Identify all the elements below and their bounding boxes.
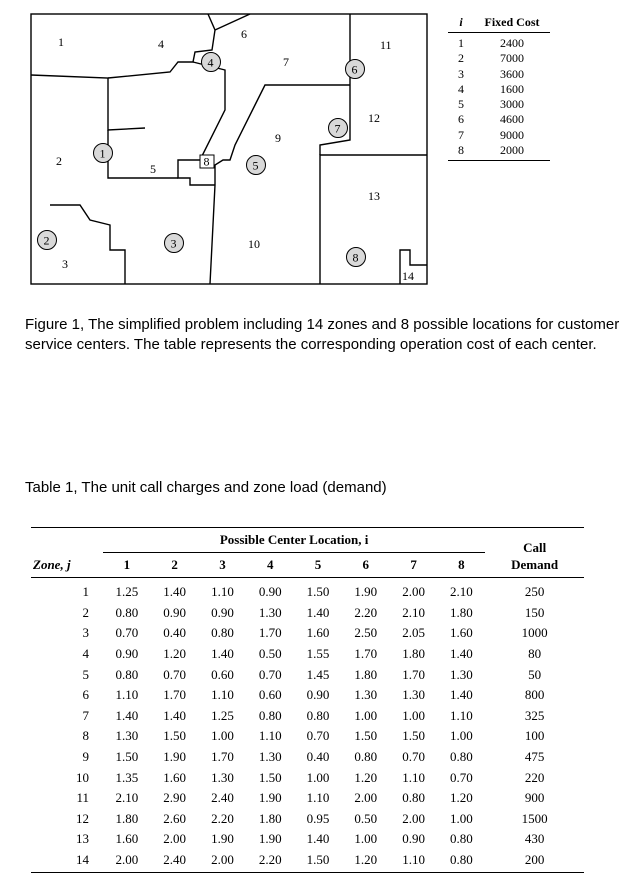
charge-cell: 0.50 [258, 646, 282, 662]
table-head-spacer [31, 528, 103, 553]
group-header: Possible Center Location, i [103, 528, 485, 553]
charge-cell: 1.30 [402, 687, 425, 703]
charge-cell: 1.00 [306, 769, 330, 785]
fixed-cost-value: 2400 [500, 36, 524, 50]
charge-cell: 1.25 [211, 707, 234, 723]
zone-cell: 6 [82, 687, 89, 703]
charge-cell: 1.30 [258, 604, 282, 620]
border-6 [210, 85, 350, 284]
call-charge-body [31, 578, 584, 873]
table-row [31, 767, 584, 788]
demand-cell: 220 [524, 769, 545, 785]
zone-cell: 12 [76, 810, 89, 826]
fixed-cost-row [448, 82, 550, 97]
charge-cell: 1.80 [258, 810, 282, 826]
charge-cell: 1.50 [258, 769, 282, 785]
zone-label-3: 3 [62, 257, 68, 271]
charge-cell: 1.30 [258, 749, 282, 765]
center-label-8: 8 [352, 250, 359, 265]
charge-cell: 1.80 [115, 810, 139, 826]
fixed-cost-value: 3600 [500, 66, 524, 81]
fixed-cost-index: 1 [458, 36, 464, 50]
charge-cell: 1.20 [163, 646, 187, 662]
center-marker-7 [329, 119, 348, 138]
charge-cell: 0.90 [306, 687, 330, 703]
table-row [31, 664, 584, 685]
zone-header-text: Zone, j [33, 556, 71, 572]
charge-cell: 0.80 [306, 707, 330, 723]
charge-cell: 2.40 [211, 790, 234, 806]
charge-cell: 1.50 [115, 749, 139, 765]
charge-cell: 0.80 [449, 831, 473, 847]
charge-cell: 1.55 [306, 646, 330, 662]
zone-cell: 8 [82, 728, 89, 744]
table-row [31, 788, 584, 809]
charge-cell: 1.10 [449, 707, 473, 723]
charge-cell: 1.20 [449, 790, 473, 806]
charge-cell: 1.70 [354, 646, 378, 662]
charge-cell: 0.80 [115, 666, 139, 682]
charge-cell: 2.00 [103, 850, 151, 873]
charge-cell: 1.80 [449, 604, 473, 620]
charge-cell: 0.70 [163, 666, 187, 682]
charge-cell: 1.30 [115, 728, 139, 744]
fixed-cost-body [448, 33, 550, 161]
demand-cell: 430 [524, 831, 545, 847]
charge-cell: 1.60 [163, 769, 187, 785]
demand-cell: 100 [524, 728, 545, 744]
fixed-cost-index: 7 [458, 127, 464, 142]
charge-cell: 1.90 [163, 749, 187, 765]
center-marker-3 [165, 234, 184, 253]
zone-label-4: 4 [158, 37, 164, 51]
charge-cell: 1.80 [354, 666, 378, 682]
location-column-header: 5 [294, 553, 342, 578]
table-row [31, 809, 584, 830]
center-label-4: 4 [207, 55, 214, 70]
charge-cell: 1.70 [258, 625, 282, 641]
center-marker-6 [346, 60, 365, 79]
zone-label-7: 7 [283, 55, 289, 69]
demand-cell: 900 [524, 790, 545, 806]
charge-cell: 1.00 [354, 707, 378, 723]
fixed-cost-index: 2 [458, 51, 464, 66]
center-label-1: 1 [99, 146, 106, 161]
call-charge-table [31, 527, 584, 873]
charge-cell: 1.70 [402, 666, 425, 682]
charge-cell: 1.00 [402, 707, 425, 723]
charge-cell: 2.20 [211, 810, 234, 826]
charge-cell: 0.80 [402, 790, 425, 806]
demand-header [485, 528, 584, 578]
charge-cell: 2.50 [354, 625, 378, 641]
demand-cell: 325 [524, 707, 545, 723]
zone-cell: 4 [82, 646, 89, 662]
charge-cell: 1.10 [390, 850, 438, 873]
charge-cell: 2.10 [402, 604, 425, 620]
demand-cell: 50 [528, 666, 542, 682]
location-column-header: 8 [437, 553, 485, 578]
center-label-7: 7 [334, 121, 341, 136]
table-row [31, 623, 584, 644]
charge-cell: 1.40 [163, 584, 187, 600]
location-column-header: 1 [103, 553, 151, 578]
zone-label-6: 6 [241, 27, 247, 41]
zone-cell: 3 [82, 625, 89, 641]
location-column-header: 4 [246, 553, 294, 578]
charge-cell: 1.60 [115, 831, 139, 847]
demand-cell: 150 [524, 604, 545, 620]
fixed-cost-value: 4600 [500, 112, 524, 127]
center-label-2: 2 [43, 233, 50, 248]
demand-header-line1: Call [523, 539, 547, 555]
fixed-cost-index: 8 [458, 143, 464, 158]
charge-cell: 1.00 [449, 728, 473, 744]
zone-label-8: 8 [203, 154, 210, 169]
fixed-cost-row [448, 33, 550, 52]
zone-label-11: 11 [380, 38, 392, 52]
charge-cell: 0.40 [163, 625, 187, 641]
zone-cell: 7 [82, 707, 89, 723]
charge-cell: 1.40 [306, 831, 330, 847]
location-column-header: 2 [151, 553, 199, 578]
center-label-3: 3 [170, 236, 177, 251]
charge-cell: 0.90 [211, 604, 234, 620]
charge-cell: 1.10 [211, 687, 234, 703]
charge-cell: 0.70 [258, 666, 282, 682]
center-label-6: 6 [351, 62, 358, 77]
charge-cell: 1.45 [306, 666, 330, 682]
charge-cell: 1.00 [211, 728, 234, 744]
charge-cell: 0.90 [115, 646, 139, 662]
charge-cell: 0.60 [211, 666, 234, 682]
charge-cell: 1.70 [211, 749, 234, 765]
fixed-cost-header-i: i [448, 14, 474, 33]
charge-cell: 1.10 [402, 769, 425, 785]
charge-cell: 1.40 [115, 707, 139, 723]
charge-cell: 0.80 [258, 707, 282, 723]
demand-cell: 800 [524, 687, 545, 703]
charge-cell: 1.50 [402, 728, 425, 744]
zone-cell: 11 [76, 790, 89, 806]
charge-cell: 0.90 [258, 584, 282, 600]
fixed-cost-index: 6 [458, 112, 464, 127]
zone-label-2: 2 [56, 154, 62, 168]
charge-cell: 2.60 [163, 810, 187, 826]
charge-cell: 1.80 [402, 646, 425, 662]
charge-cell: 1.40 [449, 687, 473, 703]
demand-cell: 200 [485, 850, 584, 873]
fixed-cost-row [448, 97, 550, 112]
location-column-header: 7 [390, 553, 438, 578]
zone-label-10: 10 [248, 237, 260, 251]
demand-cell: 1500 [521, 810, 548, 826]
table-row [31, 850, 584, 873]
charge-cell: 1.30 [354, 687, 378, 703]
zone-8-marker [200, 155, 214, 169]
charge-cell: 0.80 [354, 749, 378, 765]
location-column-header: 3 [199, 553, 247, 578]
charge-cell: 2.20 [246, 850, 294, 873]
center-marker-1 [94, 144, 113, 163]
charge-cell: 1.20 [342, 850, 390, 873]
charge-cell: 2.00 [163, 831, 187, 847]
charge-cell: 1.10 [258, 728, 282, 744]
charge-cell: 0.70 [306, 728, 330, 744]
fixed-cost-value: 9000 [500, 127, 524, 142]
fixed-cost-index: 3 [458, 66, 464, 81]
fixed-cost-index: 4 [458, 81, 464, 96]
table-caption: Table 1, The unit call charges and zone load (demand) [25, 479, 387, 496]
fixed-cost-header-cost: Fixed Cost [474, 14, 550, 33]
center-marker-2 [38, 231, 57, 250]
fixed-cost-row [448, 51, 550, 66]
charge-cell: 1.60 [306, 625, 330, 641]
charge-cell: 2.00 [402, 810, 425, 826]
charge-cell: 1.40 [163, 707, 187, 723]
table-row [31, 747, 584, 768]
charge-cell: 1.35 [115, 769, 139, 785]
fixed-cost-value: 1600 [500, 81, 524, 96]
charge-cell: 0.95 [306, 810, 330, 826]
charge-cell: 1.25 [115, 584, 139, 600]
charge-cell: 2.90 [163, 790, 187, 806]
charge-cell: 1.10 [115, 687, 139, 703]
fixed-cost-value: 3000 [500, 97, 524, 112]
table-row [31, 685, 584, 706]
figure-caption: Figure 1, The simplified problem including 14 zones and 8 possible locations for customer service centers. The table represents the corresponding operation cost of each center. [25, 316, 620, 353]
charge-cell: 1.50 [306, 584, 330, 600]
charge-cell: 1.20 [354, 769, 378, 785]
charge-cell: 2.10 [449, 584, 473, 600]
map-border [31, 14, 427, 284]
charge-cell: 1.00 [354, 831, 378, 847]
demand-header-line2: Demand [511, 556, 559, 572]
table-row [31, 578, 584, 603]
charge-cell: 1.40 [306, 604, 330, 620]
fixed-cost-value: 7000 [500, 51, 524, 66]
charge-cell: 0.50 [354, 810, 378, 826]
charge-cell: 1.40 [211, 646, 234, 662]
table-row [31, 603, 584, 624]
charge-cell: 1.40 [449, 646, 473, 662]
zone-cell: 14 [31, 850, 103, 873]
fixed-cost-row [448, 67, 550, 82]
location-column-header: 6 [342, 553, 390, 578]
charge-cell: 1.90 [258, 790, 282, 806]
fixed-cost-row [448, 112, 550, 127]
charge-cell: 0.70 [115, 625, 139, 641]
table-row [31, 726, 584, 747]
charge-cell: 1.10 [211, 584, 234, 600]
charge-cell: 0.60 [258, 687, 282, 703]
zone-label-5: 5 [150, 162, 156, 176]
charge-cell: 0.90 [163, 604, 187, 620]
table-row [31, 706, 584, 727]
zone-label-12: 12 [368, 111, 380, 125]
charge-cell: 1.50 [354, 728, 378, 744]
charge-cell: 0.70 [402, 749, 425, 765]
zone-label-14: 14 [402, 269, 414, 283]
demand-cell: 80 [528, 646, 542, 662]
charge-cell: 2.40 [151, 850, 199, 873]
center-label-5: 5 [252, 158, 259, 173]
demand-cell: 250 [524, 584, 545, 600]
demand-cell: 1000 [521, 625, 548, 641]
fixed-cost-index: 5 [458, 97, 464, 112]
zone-header [31, 553, 103, 578]
zone-cell: 5 [82, 666, 89, 682]
border-1 [31, 75, 145, 130]
charge-cell: 0.80 [211, 625, 234, 641]
zone-cell: 10 [76, 769, 89, 785]
zone-cell: 2 [82, 604, 89, 620]
charge-cell: 1.90 [211, 831, 234, 847]
table-row [31, 644, 584, 665]
charge-cell: 0.70 [449, 769, 473, 785]
border-5 [50, 205, 125, 284]
charge-cell: 2.05 [402, 625, 425, 641]
fixed-cost-table [448, 14, 550, 161]
charge-cell: 2.00 [402, 584, 425, 600]
charge-cell: 2.00 [354, 790, 378, 806]
charge-cell: 1.30 [449, 666, 473, 682]
zone-cell: 1 [82, 584, 89, 600]
center-marker-8 [347, 248, 366, 267]
charge-cell: 2.20 [354, 604, 378, 620]
charge-cell: 0.80 [437, 850, 485, 873]
charge-cell: 1.70 [163, 687, 187, 703]
zone-label-1: 1 [58, 35, 64, 49]
zone-label-13: 13 [368, 189, 380, 203]
charge-cell: 1.90 [258, 831, 282, 847]
charge-cell: 1.90 [354, 584, 378, 600]
center-marker-4 [202, 53, 221, 72]
charge-cell: 0.90 [402, 831, 425, 847]
fixed-cost-row [448, 128, 550, 143]
charge-cell: 1.00 [449, 810, 473, 826]
charge-cell: 0.40 [306, 749, 330, 765]
zone-cell: 13 [76, 831, 89, 847]
charge-cell: 0.80 [115, 604, 139, 620]
charge-cell: 1.60 [449, 625, 473, 641]
charge-cell: 0.80 [449, 749, 473, 765]
charge-cell: 1.50 [294, 850, 342, 873]
charge-cell: 1.50 [163, 728, 187, 744]
zone-map [30, 10, 430, 290]
charge-cell: 2.10 [115, 790, 139, 806]
fixed-cost-value: 2000 [500, 143, 524, 158]
border-4 [108, 130, 178, 178]
zone-cell: 9 [82, 749, 89, 765]
center-marker-5 [247, 156, 266, 175]
charge-cell: 2.00 [199, 850, 247, 873]
table-row [31, 829, 584, 850]
charge-cell: 1.10 [306, 790, 330, 806]
fixed-cost-row [448, 143, 550, 161]
charge-cell: 1.30 [211, 769, 234, 785]
zone-label-9: 9 [275, 131, 281, 145]
demand-cell: 475 [524, 749, 545, 765]
